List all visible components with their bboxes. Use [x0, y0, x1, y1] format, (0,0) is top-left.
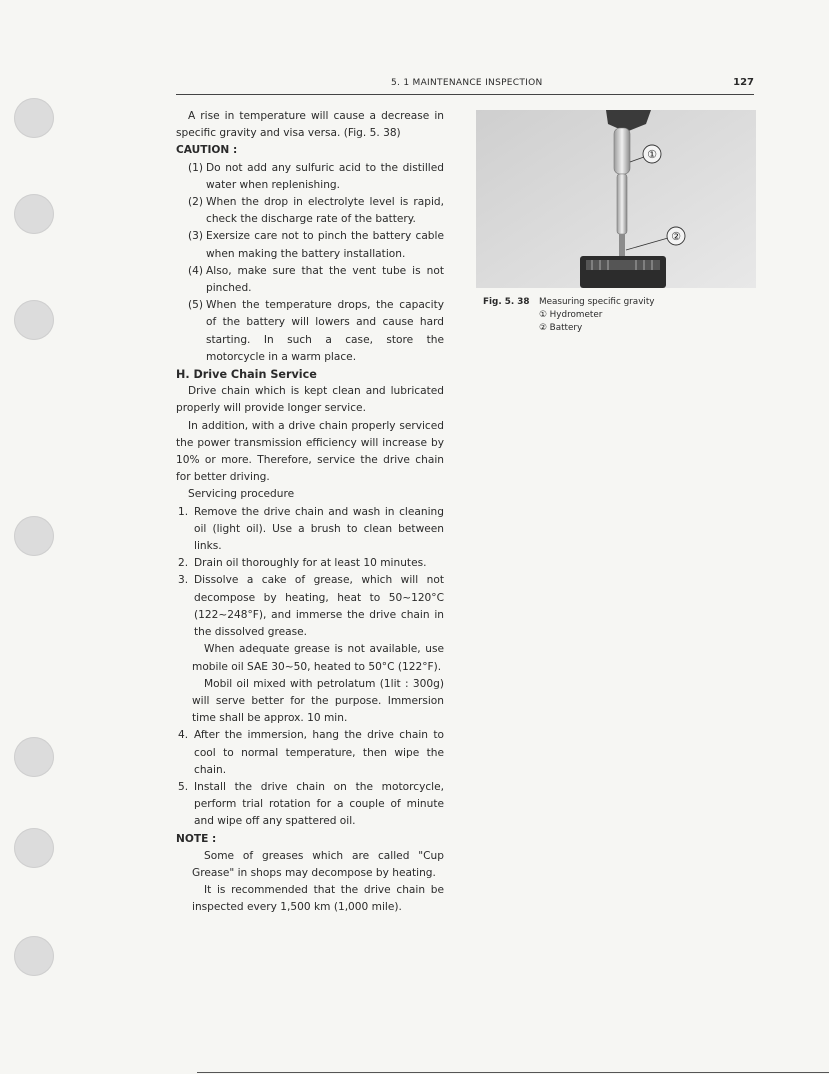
binder-hole	[14, 98, 54, 138]
binder-hole	[14, 300, 54, 340]
binder-hole	[14, 936, 54, 976]
caution-item: (1) Do not add any sulfuric acid to the distilled water when replenishing.	[188, 161, 444, 191]
body-paragraph: Drive chain which is kept clean and lubricated properly will provide longer service.	[176, 385, 444, 415]
figure-caption	[483, 296, 655, 335]
callout-2: ②	[671, 230, 681, 243]
procedure-step: 5. Install the drive chain on the motorcycle, perform trial rotation for a couple of minute and wipe off any spattered oil.	[178, 780, 444, 828]
intro-paragraph: A rise in temperature will cause a decrease in specific gravity and visa versa. (Fig. 5. 38)	[176, 110, 444, 140]
binder-hole	[14, 194, 54, 234]
procedure-step: 2. Drain oil thoroughly for at least 10 minutes.	[178, 557, 427, 570]
note-paragraph: Some of greases which are called "Cup Grease" in shops may decompose by heating.	[192, 849, 444, 879]
procedure-step: 1. Remove the drive chain and wash in cleaning oil (light oil). Use a brush to clean between links.	[178, 505, 444, 553]
binder-hole	[14, 516, 54, 556]
footer-rule	[197, 1072, 829, 1073]
page-header	[176, 78, 754, 95]
note-label: NOTE :	[176, 832, 217, 845]
procedure-step: 4. After the immersion, hang the drive chain to cool to normal temperature, then wipe the chain.	[178, 729, 444, 776]
caution-item: (3) Exersize care not to pinch the battery cable when making the battery installation.	[188, 230, 444, 260]
caution-label: CAUTION :	[176, 144, 238, 157]
caution-item: (5) When the temperature drops, the capacity of the battery will lowers and cause hard starting. In such a case, store the motorcycle in a warm place.	[188, 299, 444, 363]
step-note: Mobil oil mixed with petrolatum (1lit : 300g) will serve better for the purpose. Immersion time shall be approx. 10 min.	[192, 677, 444, 725]
procedure-label: Servicing procedure	[188, 488, 295, 501]
section-title: 5. 1 MAINTENANCE INSPECTION	[391, 78, 543, 88]
binder-hole	[14, 737, 54, 777]
photo-illustration	[476, 110, 756, 288]
figure-title: Measuring specific gravity	[539, 297, 655, 307]
legend-item: ② Battery	[539, 323, 583, 333]
caution-item: (4) Also, make sure that the vent tube is not pinched.	[188, 264, 444, 295]
figure-label: Fig. 5. 38	[483, 297, 530, 307]
section-heading: H. Drive Chain Service	[176, 368, 317, 382]
page-number: 127	[733, 77, 754, 88]
caution-item: (2) When the drop in electrolyte level is rapid, check the discharge rate of the battery.	[188, 196, 444, 226]
legend-item: ① Hydrometer	[539, 310, 603, 320]
note-paragraph: It is recommended that the drive chain be inspected every 1,500 km (1,000 mile).	[192, 884, 444, 914]
main-text-column	[176, 108, 444, 917]
hydrometer-photo	[476, 110, 756, 288]
callout-1: ①	[647, 148, 657, 161]
body-paragraph: In addition, with a drive chain properly serviced the power transmission efficiency will increase by 10% or more. Therefore, service the drive chain for better driving.	[176, 419, 444, 484]
procedure-step: 3. Dissolve a cake of grease, which will not decompose by heating, heat to 50~120°C (122~248°F), and immerse the drive chain in the dissolved grease.	[178, 574, 444, 639]
step-note: When adequate grease is not available, use mobile oil SAE 30~50, heated to 50°C (122°F).	[192, 643, 444, 673]
binder-hole	[14, 828, 54, 868]
